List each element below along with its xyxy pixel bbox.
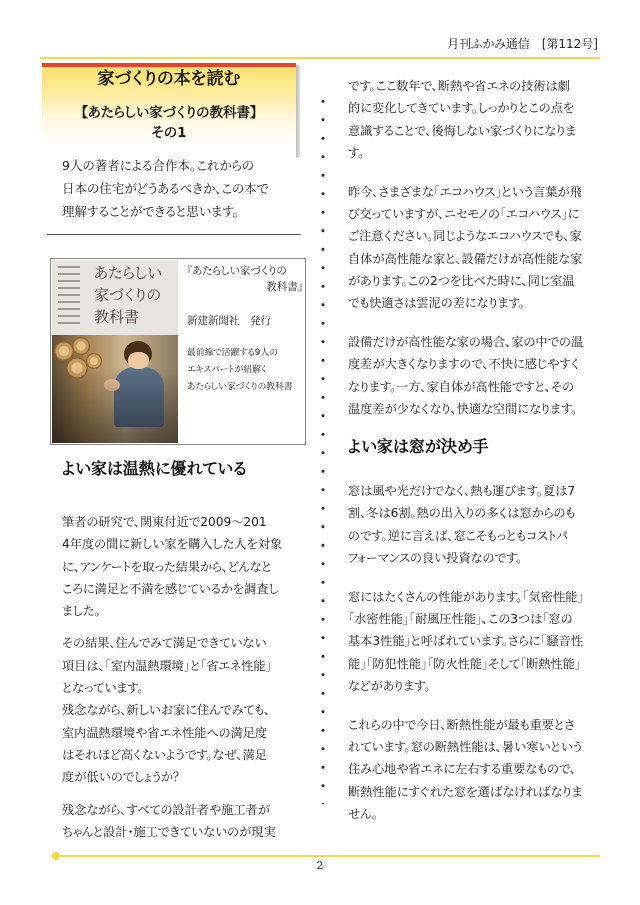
paragraph (348, 331, 583, 420)
book-info-box (50, 258, 306, 445)
text-line: 昨今、さまざまな「エコハウス」という言葉が飛 (348, 184, 582, 199)
paragraph (348, 75, 583, 164)
text-line: 『あたらしい家づくりの (187, 265, 287, 277)
text-line: あたらしい家づくりの教科書 (187, 382, 293, 392)
text-line: です。ここ数年で、断熱や省エネの技術は劇 (348, 79, 570, 93)
text-line: 家づくりの (94, 286, 162, 304)
text-line: これらの中で今日、断熱性能が最も重要とさ (348, 717, 575, 732)
text-line: 能」「防犯性能」「防火性能」そして「断熱性能」 (348, 656, 581, 671)
footer-rule (58, 855, 600, 857)
left-column-body (62, 511, 282, 843)
text-line: 割、冬は6割。熱の出入りの多くは窓からのも (348, 506, 576, 521)
paragraph (94, 262, 162, 328)
text-line: 意識することで、後悔しない家づくりになりま (348, 123, 577, 138)
section-heading-thermal: よい家は温熱に優れている (62, 459, 247, 478)
book-title-heading: 【あたらしい家づくりの教科書】 (81, 105, 257, 121)
paragraph (62, 632, 282, 788)
text-line: ちゃんと設計・施工できていないのが現実 (62, 824, 276, 839)
text-line: 日本の住宅がどうあるべきか、この本で (62, 181, 269, 196)
book-cover-image (52, 260, 178, 443)
text-line: び交っていますが、ニセモノの「エコハウス」に (348, 206, 580, 221)
intro-paragraph (62, 154, 268, 223)
text-line: 室内温熱環境や省エネ性能への満足度 (62, 725, 268, 740)
text-line: 4年度の間に新しい家を購入した人を対象 (62, 537, 283, 552)
text-line: のです。逆に言えば、窓こそもっともコストパ (348, 528, 569, 543)
right-column-body-top (348, 75, 583, 420)
text-line: 的に変化してきています。しっかりとこの点を (348, 101, 575, 116)
text-line: があります。この2つを比べた時に、同じ室温 (348, 273, 575, 288)
paragraph (187, 345, 293, 396)
text-line: 住み心地や省エネに左右する重要なもので、 (348, 762, 577, 777)
paragraph (348, 714, 583, 825)
text-line: フォーマンスの良い投資なのです。 (348, 550, 523, 565)
text-line: 理解することができると思います。 (62, 204, 240, 219)
feature-title-box (42, 63, 296, 156)
text-line: ころに満足と不満を感じているかを調査し (62, 581, 279, 596)
text-line: 断熱性能にすぐれた窓を選ばなければなりま (348, 784, 583, 799)
text-line: 基本3性能」と呼ばれています。さらに「騒音性 (348, 634, 584, 649)
text-line: 温度差が少なくなり、快適な空間になります。 (348, 401, 578, 416)
column-divider (320, 92, 326, 804)
text-line: ました。 (62, 604, 101, 619)
author-list (58, 266, 80, 329)
book-info-title (187, 263, 303, 295)
text-line: 自体が高性能な家と、設備だけが高性能な家 (348, 251, 583, 266)
issue-number: [第112号] (541, 37, 598, 51)
text-line: 設備だけが高性能な家の場合、家の中での温 (348, 334, 584, 349)
paragraph (62, 511, 282, 622)
paragraph (348, 586, 583, 697)
text-line: 窓は風や光だけでなく、熱も運びます。夏は7 (348, 484, 576, 498)
part-label: その1 (151, 125, 187, 141)
text-line: ご注意ください。同じようなエコハウスでも、家 (348, 229, 582, 244)
title-box-shadow (296, 65, 300, 157)
text-line: などがあります。 (348, 678, 431, 693)
cover-title (94, 262, 162, 328)
feature-title: 家づくりの本を読む (97, 69, 241, 89)
text-line: 度が低いのでしょうか？ (62, 770, 180, 785)
text-line: となっています。 (62, 681, 144, 696)
text-line: 残念ながら、すべての設計者や施工者が (62, 802, 270, 817)
text-line: はそれほど高くないようです。なぜ、満足 (62, 747, 267, 762)
book-description (187, 345, 293, 396)
paragraph (62, 154, 268, 223)
text-line: 項目は、「室内温熱環境」と「省エネ性能」 (62, 658, 272, 673)
newsletter-header (447, 36, 598, 52)
text-line: エキスパートが紐解く (187, 365, 268, 375)
text-line: 最前線で活躍する9人の (187, 348, 278, 358)
text-line: その結果、住んでみて満足できていない (62, 636, 267, 651)
text-line: あたらしい (94, 264, 162, 282)
text-line: に、アンケートを取った結果から、どんなと (62, 559, 272, 574)
text-line: なります。一方、家自体が高性能ですと、その (348, 379, 574, 394)
text-line: 筆者の研究で、関東付近で2009～201 (62, 515, 267, 529)
newsletter-title: 月刊ふかみ通信 (447, 37, 530, 51)
header-rule (40, 57, 600, 59)
cover-photo (52, 335, 178, 443)
photo-shade (52, 335, 178, 443)
text-line: 教科書』 (266, 281, 303, 293)
text-line: す。 (348, 145, 365, 160)
text-line: 「水密性能」「耐風圧性能」、この3つは「窓の (348, 611, 573, 626)
text-line: 9人の著者による合作本。これからの (62, 158, 255, 173)
text-line: 教科書 (94, 308, 140, 326)
paragraph (187, 263, 303, 295)
page-number: 2 (316, 859, 324, 872)
paragraph (348, 480, 583, 569)
text-line: 窓にはたくさんの性能があります。「気密性能」 (348, 589, 584, 604)
paragraph (62, 799, 282, 844)
text-line: れています。窓の断熱性能は、暑い寒いという (348, 739, 583, 754)
section-heading-windows: よい家は窓が決め手 (348, 437, 489, 456)
text-line: せん。 (348, 806, 379, 821)
book-publisher: 新建新聞社 発行 (187, 315, 271, 327)
text-line: でも快適さは雲泥の差になります。 (348, 296, 525, 311)
paragraph (348, 181, 583, 315)
intro-divider (47, 234, 300, 235)
right-column-body-bottom (348, 480, 583, 825)
text-line: 残念ながら、新しいお家に住んでみても、 (62, 703, 271, 718)
text-line: 度差が大きくなりますので、不快に感じやすく (348, 357, 580, 372)
